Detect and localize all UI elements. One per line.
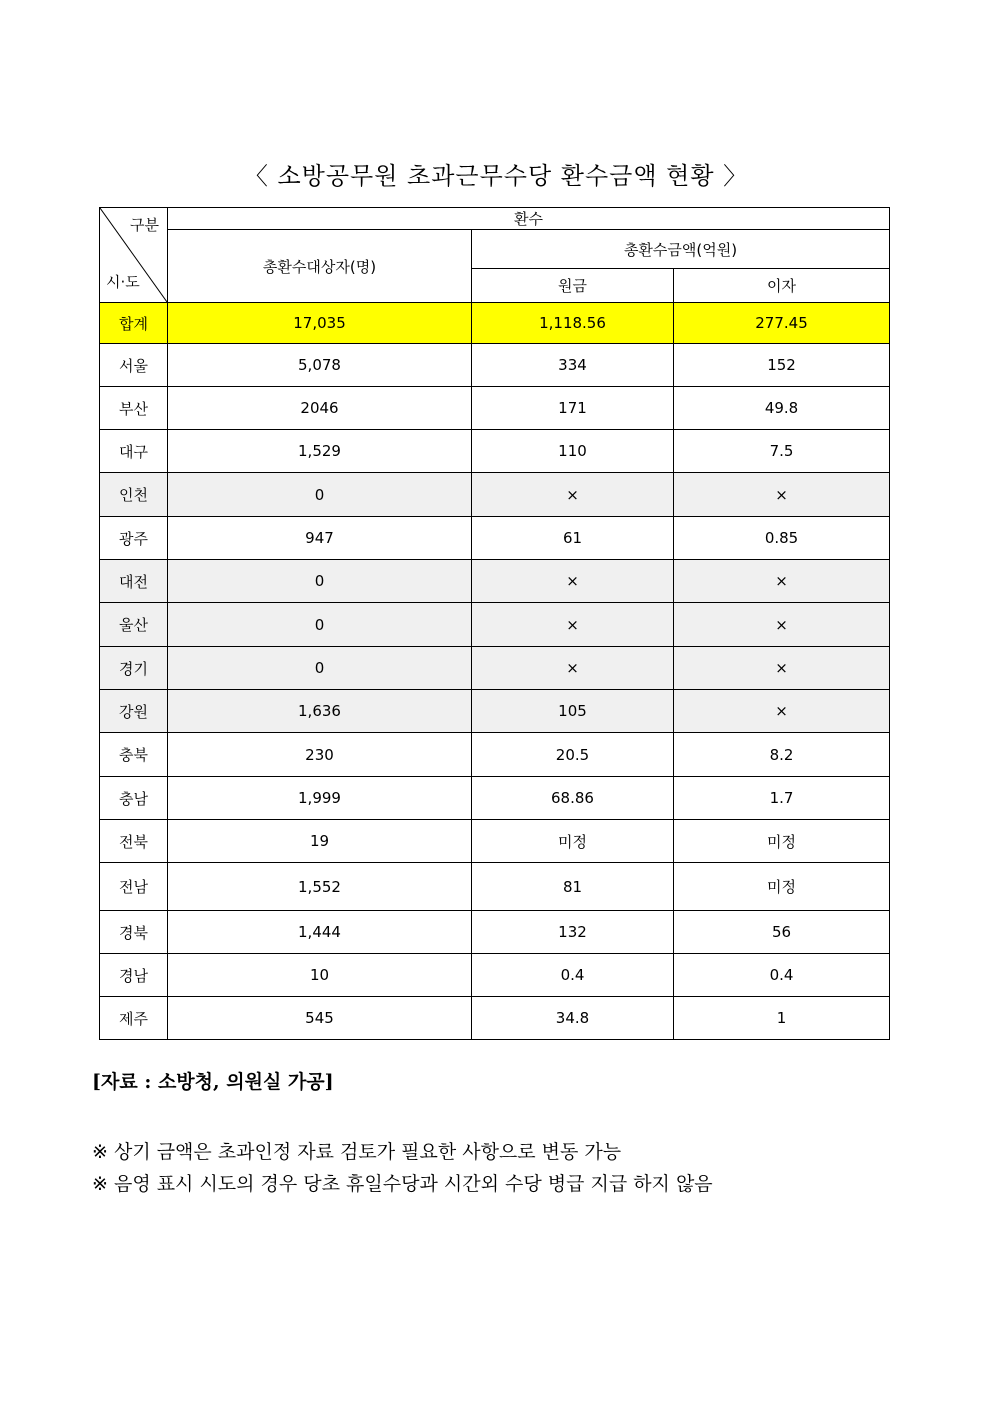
- region-cell: 경북: [100, 911, 168, 954]
- region-cell: 충북: [100, 733, 168, 777]
- interest-cell: 7.5: [674, 430, 890, 473]
- header-interest: 이자: [674, 269, 890, 303]
- principal-cell: ×: [472, 473, 674, 517]
- interest-cell: ×: [674, 560, 890, 603]
- region-cell: 전남: [100, 863, 168, 911]
- corner-label-category: 구분: [130, 216, 159, 234]
- table-row: [100, 517, 890, 560]
- note-line-1: ※ 상기 금액은 초과인정 자료 검토가 필요한 사항으로 변동 가능: [92, 1141, 622, 1163]
- table-row: [100, 863, 890, 911]
- interest-cell: 152: [674, 344, 890, 387]
- region-cell: 대전: [100, 560, 168, 603]
- header-total-people: 총환수대상자(명): [168, 230, 472, 303]
- interest-cell: 0.85: [674, 517, 890, 560]
- table-row: [100, 603, 890, 647]
- note-line-2: ※ 음영 표시 시도의 경우 당초 휴일수당과 시간외 수당 병급 지급 하지 않음: [92, 1173, 713, 1195]
- people-count-cell: 1,999: [168, 777, 472, 820]
- people-count-cell: 230: [168, 733, 472, 777]
- region-cell: 강원: [100, 690, 168, 733]
- principal-cell: ×: [472, 560, 674, 603]
- table-row: [100, 820, 890, 863]
- source-note: [자료 : 소방청, 의원실 가공]: [92, 1071, 334, 1093]
- principal-cell: 0.4: [472, 954, 674, 997]
- principal-cell: 171: [472, 387, 674, 430]
- interest-cell: 8.2: [674, 733, 890, 777]
- interest-cell: ×: [674, 603, 890, 647]
- people-count-cell: 2046: [168, 387, 472, 430]
- interest-cell: 1: [674, 997, 890, 1040]
- people-count-cell: 1,636: [168, 690, 472, 733]
- table-row: [100, 690, 890, 733]
- group-header-refund: 환수: [168, 208, 890, 230]
- refund-table: [99, 207, 890, 1040]
- region-cell: 광주: [100, 517, 168, 560]
- people-count-cell: 10: [168, 954, 472, 997]
- table-row: [100, 997, 890, 1040]
- people-count-cell: 0: [168, 560, 472, 603]
- table-row: [100, 647, 890, 690]
- table-row: [100, 473, 890, 517]
- interest-cell: 49.8: [674, 387, 890, 430]
- region-cell: 충남: [100, 777, 168, 820]
- corner-header-cell: [100, 208, 168, 303]
- interest-cell: 미정: [674, 863, 890, 911]
- region-cell: 대구: [100, 430, 168, 473]
- region-cell: 전북: [100, 820, 168, 863]
- table-row: [100, 387, 890, 430]
- people-count-cell: 0: [168, 603, 472, 647]
- region-cell: 울산: [100, 603, 168, 647]
- interest-cell: ×: [674, 647, 890, 690]
- principal-cell: 61: [472, 517, 674, 560]
- people-count-cell: 0: [168, 647, 472, 690]
- table-row: [100, 560, 890, 603]
- region-cell: 제주: [100, 997, 168, 1040]
- interest-cell: 미정: [674, 820, 890, 863]
- principal-cell: 20.5: [472, 733, 674, 777]
- header-principal: 원금: [472, 269, 674, 303]
- principal-cell: 68.86: [472, 777, 674, 820]
- interest-cell: 56: [674, 911, 890, 954]
- principal-cell: 132: [472, 911, 674, 954]
- people-count-cell: 1,552: [168, 863, 472, 911]
- people-count-cell: 0: [168, 473, 472, 517]
- interest-cell: ×: [674, 690, 890, 733]
- people-count-cell: 19: [168, 820, 472, 863]
- people-count-cell: 5,078: [168, 344, 472, 387]
- table-row: [100, 733, 890, 777]
- principal-cell: 미정: [472, 820, 674, 863]
- interest-cell: 1.7: [674, 777, 890, 820]
- principal-cell: ×: [472, 603, 674, 647]
- principal-cell: 1,118.56: [472, 303, 674, 344]
- interest-cell: ×: [674, 473, 890, 517]
- region-cell: 합계: [100, 303, 168, 344]
- corner-label-region: 시·도: [106, 273, 140, 291]
- principal-cell: 334: [472, 344, 674, 387]
- people-count-cell: 17,035: [168, 303, 472, 344]
- people-count-cell: 1,529: [168, 430, 472, 473]
- region-cell: 경남: [100, 954, 168, 997]
- region-cell: 서울: [100, 344, 168, 387]
- principal-cell: 81: [472, 863, 674, 911]
- region-cell: 부산: [100, 387, 168, 430]
- table-row: [100, 954, 890, 997]
- page-title: 〈 소방공무원 초과근무수당 환수금액 현황 〉: [243, 162, 749, 190]
- table-row: [100, 344, 890, 387]
- people-count-cell: 1,444: [168, 911, 472, 954]
- interest-cell: 0.4: [674, 954, 890, 997]
- total-row: [100, 303, 890, 344]
- table-row: [100, 777, 890, 820]
- principal-cell: 110: [472, 430, 674, 473]
- principal-cell: ×: [472, 647, 674, 690]
- principal-cell: 105: [472, 690, 674, 733]
- interest-cell: 277.45: [674, 303, 890, 344]
- table-row: [100, 430, 890, 473]
- principal-cell: 34.8: [472, 997, 674, 1040]
- table-row: [100, 911, 890, 954]
- region-cell: 경기: [100, 647, 168, 690]
- header-total-amount: 총환수금액(억원): [472, 230, 890, 269]
- region-cell: 인천: [100, 473, 168, 517]
- people-count-cell: 545: [168, 997, 472, 1040]
- people-count-cell: 947: [168, 517, 472, 560]
